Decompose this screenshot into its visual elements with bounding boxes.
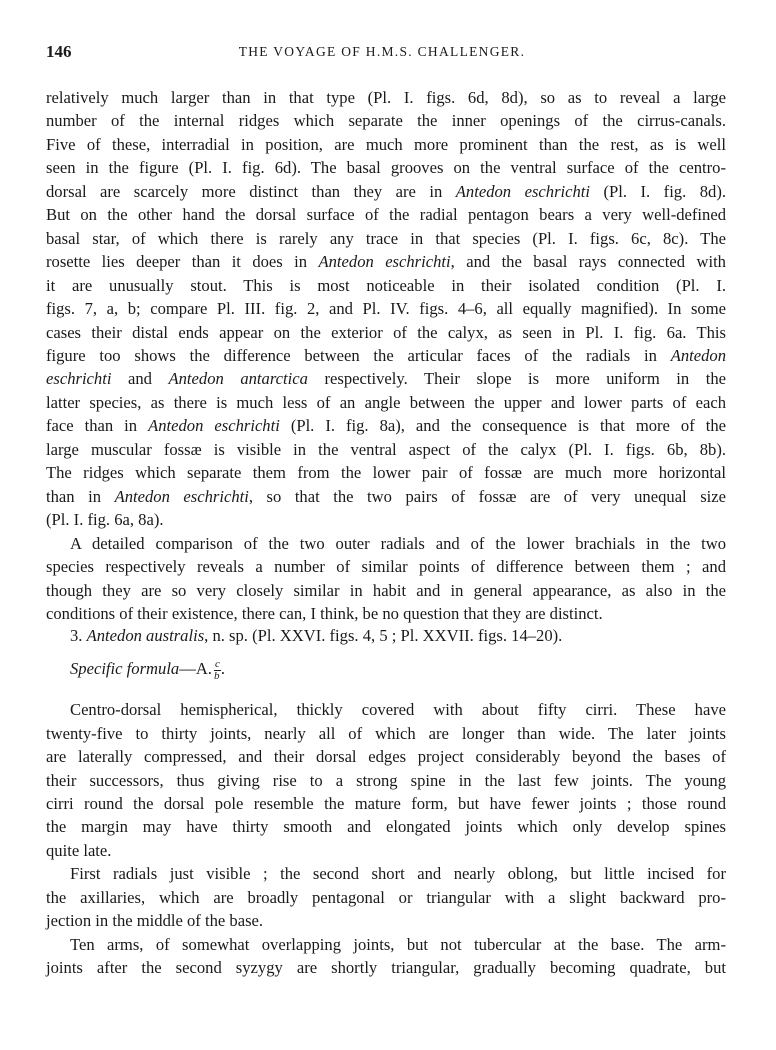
text-line: large muscular fossæ is visible in the ventral aspect of the calyx (Pl. I. figs. 6b, 8b).	[46, 439, 726, 459]
text-line: than in Antedon eschrichti, so that the two pairs of fossæ are of very unequal size	[46, 486, 726, 506]
text-line: The ridges which separate them from the lower pair of fossæ are much more horizontal	[46, 463, 726, 483]
formula-end: .	[220, 659, 226, 679]
text-line: First radials just visible ; the second short and nearly oblong, but little incised for	[70, 864, 726, 884]
text-block-lower	[46, 624, 726, 980]
text-line: the axillaries, which are broadly pentagonal or triangular with a slight backward pro-	[46, 887, 726, 907]
text-line: But on the other hand the dorsal surface of the radial pentagon bears a very well-defined	[46, 205, 726, 225]
specific-formula	[46, 657, 726, 682]
text-line: dorsal are scarcely more distinct than they are in Antedon eschrichti (Pl. I. fig. 8d).	[46, 181, 727, 201]
text-line: latter species, as there is much less of an angle between the upper and lower parts of each	[46, 392, 726, 412]
paragraph-centro-dorsal	[46, 698, 726, 862]
text-block-upper	[46, 86, 726, 625]
formula-label: Specific formula	[70, 659, 180, 679]
text-line: Ten arms, of somewhat overlapping joints, but not tubercular at the base. The arm-	[70, 934, 726, 954]
text-line: (Pl. I. fig. 6a, 8a).	[46, 510, 164, 530]
text-line: figure too shows the difference between the articular faces of the radials in Antedon	[46, 345, 726, 365]
page-header	[46, 42, 718, 68]
text-line: are laterally compressed, and their dorsal edges project considerably beyond the bases of	[46, 747, 726, 767]
text-line: face than in Antedon eschrichti (Pl. I. fig. 8a), and the consequence is that more of the	[46, 416, 727, 436]
text-line: conditions of their existence, there can, I think, be no question that they are distinct.	[46, 603, 603, 623]
text-line: relatively much larger than in that type (Pl. I. figs. 6d, 8d), so as to reveal a large	[46, 88, 726, 107]
paragraph-continuation	[46, 86, 726, 532]
species-number: 3.	[70, 626, 83, 645]
text-line: Five of these, interradial in position, are much more prominent than the rest, as is well	[46, 134, 726, 154]
text-line: figs. 7, a, b; compare Pl. III. fig. 2, and Pl. IV. figs. 4–6, all equally magnified). In some	[46, 299, 726, 319]
formula-denominator: b	[213, 670, 220, 683]
text-line: though they are so very closely similar in habit and in general appearance, as also in the	[46, 580, 726, 600]
paragraph-radials	[46, 862, 726, 932]
text-line: jection in the middle of the base.	[46, 911, 264, 931]
text-line: it are unusually stout. This is most noticeable in their isolated condition (Pl. I.	[46, 275, 726, 295]
paragraph-arms	[46, 933, 726, 980]
formula-dash: —A.	[179, 659, 212, 679]
formula-fraction	[214, 659, 221, 682]
formula-numerator: c	[214, 658, 220, 671]
text-line: seen in the figure (Pl. I. fig. 6d). The basal grooves on the ventral surface of the centro-	[46, 158, 726, 178]
text-line: quite late.	[46, 840, 112, 860]
running-title: THE VOYAGE OF H.M.S. CHALLENGER.	[238, 44, 526, 59]
species-name: Antedon australis	[86, 626, 205, 645]
text-line: rosette lies deeper than it does in Antedon eschrichti, and the basal rays connected with	[46, 252, 726, 272]
page-number: 146	[46, 42, 72, 61]
text-line: cases their distal ends appear on the exterior of the calyx, as seen in Pl. I. fig. 6a. This	[46, 322, 726, 342]
species-heading	[46, 624, 726, 647]
text-line: Centro-dorsal hemispherical, thickly covered with about fifty cirri. These have	[70, 700, 726, 720]
text-line: twenty-five to thirty joints, nearly all of which are longer than wide. The later joints	[46, 723, 726, 743]
text-line: joints after the second syzygy are shortly triangular, gradually becoming quadrate, but	[46, 958, 726, 978]
text-line: species respectively reveals a number of similar points of difference between them ; and	[46, 557, 726, 577]
text-line: basal star, of which there is rarely any trace in that species (Pl. I. figs. 6c, 8c). The	[46, 228, 726, 248]
paragraph-comparison	[46, 532, 726, 626]
text-line: cirri round the dorsal pole resemble the mature form, but have fewer joints ; those round	[46, 793, 726, 813]
text-line: the margin may have thirty smooth and elongated joints which only develop spines	[46, 817, 726, 837]
text-line: their successors, thus giving rise to a strong spine in the last few joints. The young	[46, 770, 726, 790]
text-line: A detailed comparison of the two outer radials and of the lower brachials in the two	[70, 533, 726, 553]
species-reference: , n. sp. (Pl. XXVI. figs. 4, 5 ; Pl. XXVII. figs. 14–20).	[204, 626, 563, 645]
text-line: eschrichti and Antedon antarctica respectively. Their slope is more uniform in the	[46, 369, 726, 389]
text-line: number of the internal ridges which separate the inner openings of the cirrus-canals.	[46, 111, 726, 131]
